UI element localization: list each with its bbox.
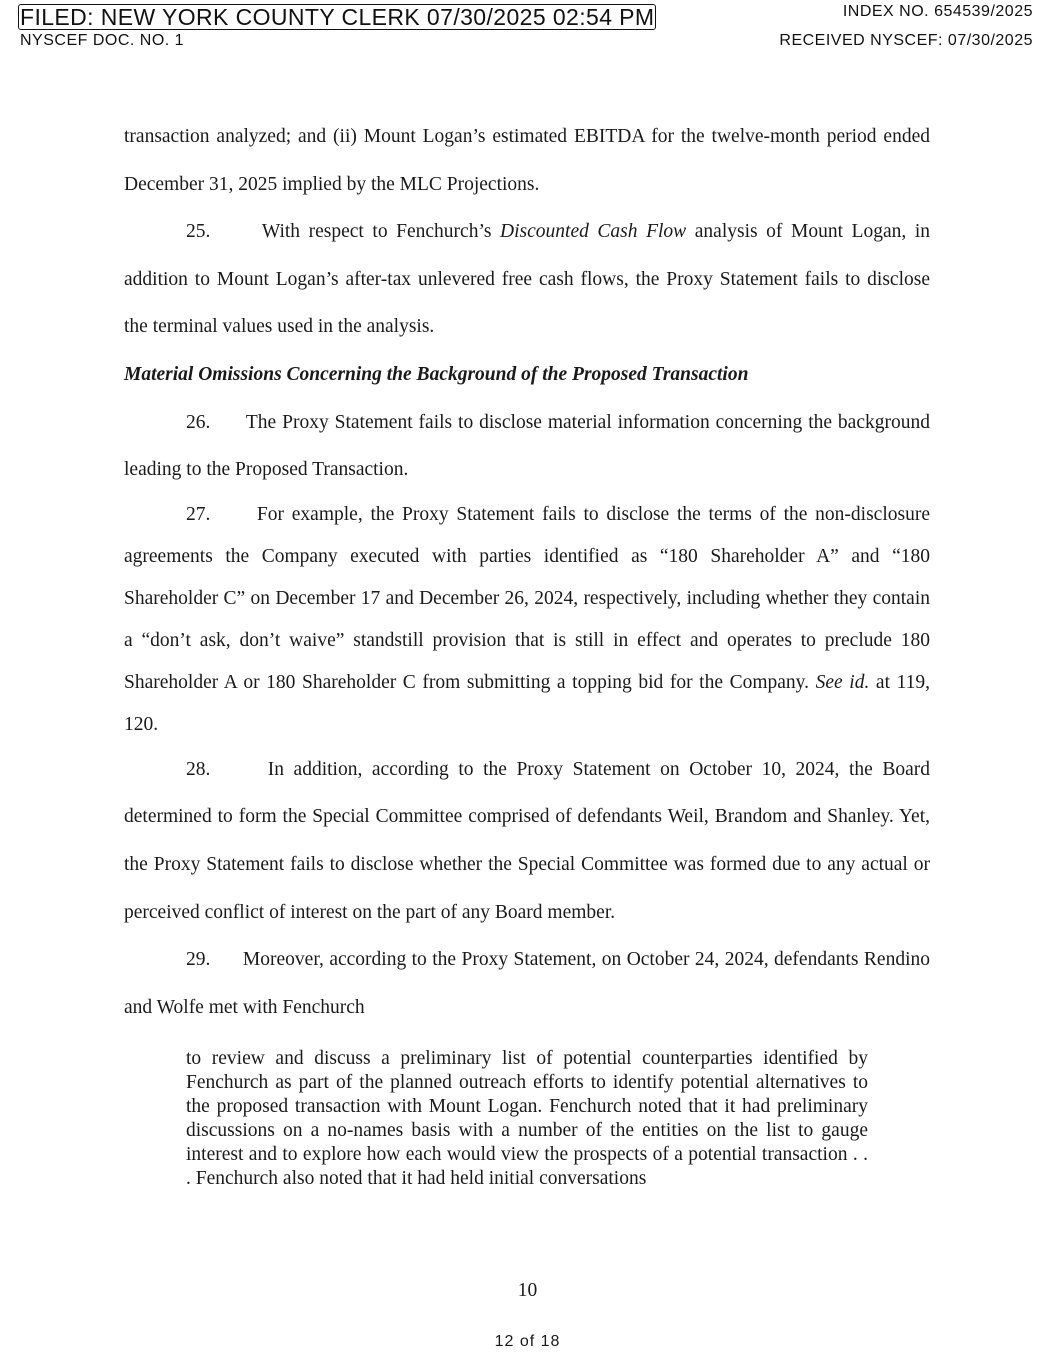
section-heading: Material Omissions Concerning the Background of the Proposed Transaction	[124, 363, 749, 385]
page-number: 10	[517, 1280, 538, 1301]
paragraph-29: 29. Moreover, according to the Proxy Statement, on October 24, 2024, defendants Rendino and Wolfe met with Fenchurch	[124, 949, 930, 1018]
paragraph-27-citation: See id.	[815, 671, 870, 693]
paragraph-25-lead: 25. With respect to Fenchurch’s	[186, 221, 501, 243]
page-footer: 12 of 18	[494, 1333, 561, 1350]
block-quote: to review and discuss a preliminary list of potential counterparties identified by Fenchurch as part of the planned outreach efforts to identify potential alternatives to the proposed transaction with Mount Logan. Fenchurch noted that it had preliminary discussions on a no-names basis with a number of the entities on the list to gauge interest and to explore how each would view the prospects of a potential transaction . . . Fenchurch also noted that it had held initial conversations	[186, 1048, 868, 1190]
received-date: RECEIVED NYSCEF: 07/30/2025	[779, 32, 1033, 49]
paragraph-27-text: 27. For example, the Proxy Statement fails to disclose the terms of the non-disclosure agreements the Company executed with parties identified as “180 Shareholder A” and “180 Shareholder C” on December 17 and December 26, 2024, respectively, including whether they contain a “don’t ask, don’t waive” standstill provision that is still in effect and operates to preclude 180 Shareholder A or 180 Shareholder C from submitting a topping bid for the Company.	[124, 503, 930, 693]
document-body	[124, 113, 930, 1191]
filed-stamp: FILED: NEW YORK COUNTY CLERK 07/30/2025 02:54 PM	[20, 4, 655, 30]
paragraph-26: 26. The Proxy Statement fails to disclose material information concerning the background leading to the Proposed Transaction.	[124, 411, 930, 481]
paragraph-continuation: transaction analyzed; and (ii) Mount Logan’s estimated EBITDA for the twelve-month period ended December 31, 2025 implied by the MLC Projections.	[124, 126, 930, 195]
paragraph-27-citation-rest: at 119, 120.	[124, 671, 930, 735]
paragraph-25-rest: analysis of Mount Logan, in addition to Mount Logan’s after-tax unlevered free cash flows, the Proxy Statement fails to disclose the terminal values used in the analysis.	[124, 221, 930, 338]
paragraph-25-italic: Discounted Cash Flow	[500, 221, 687, 243]
index-number: INDEX NO. 654539/2025	[842, 3, 1033, 20]
paragraph-25	[124, 208, 930, 351]
paragraph-28: 28. In addition, according to the Proxy Statement on October 10, 2024, the Board determined to form the Special Committee comprised of defendants Weil, Brandom and Shanley. Yet, the Proxy Statement fails to disclose whether the Special Committee was formed due to any actual or perceived conflict of interest on the part of any Board member.	[124, 758, 930, 923]
paragraph-27	[124, 494, 930, 746]
nyscef-doc-number: NYSCEF DOC. NO. 1	[20, 32, 185, 49]
